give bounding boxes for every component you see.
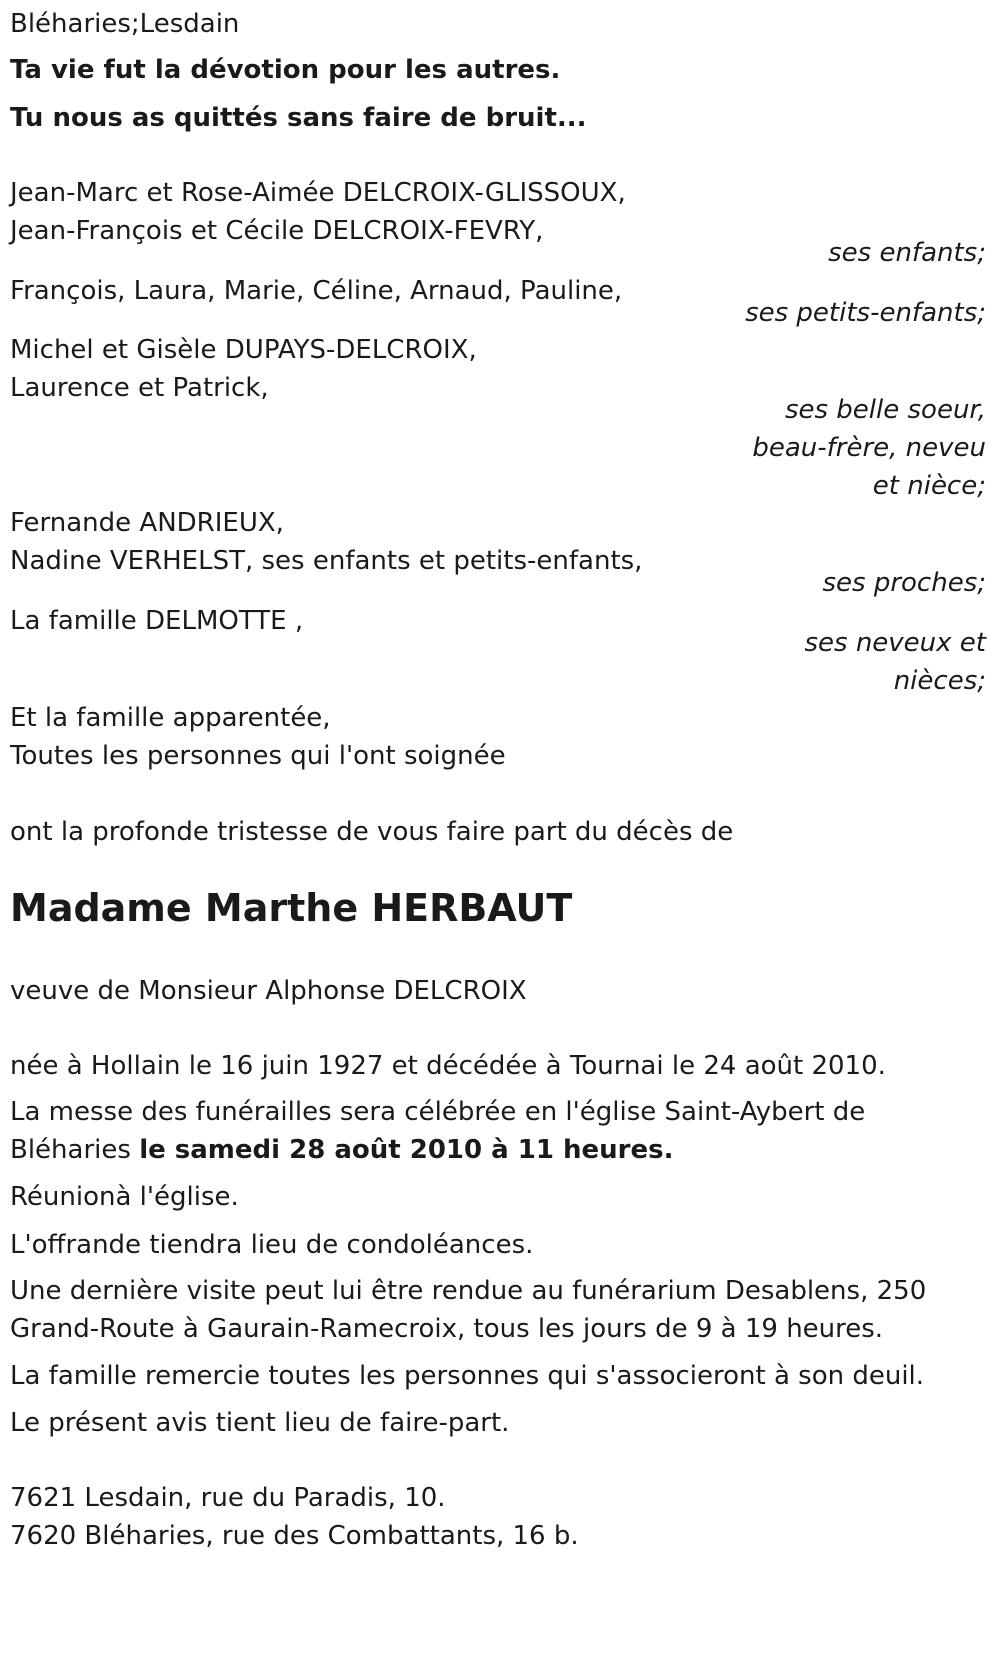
relatives-role: ses proches;	[822, 568, 986, 598]
children-line-1: Jean-Marc et Rose-Aimée DELCROIX-GLISSOUX,	[10, 178, 626, 208]
location-header: Bléharies;Lesdain	[10, 9, 240, 39]
widow-of-line: veuve de Monsieur Alphonse DELCROIX	[10, 976, 527, 1006]
inlaws-role-line-3: et nièce;	[872, 471, 986, 501]
grandchildren-line: François, Laura, Marie, Céline, Arnaud, Pauline,	[10, 276, 623, 306]
extended-line-2: Toutes les personnes qui l'ont soignée	[10, 741, 506, 771]
inlaws-line-2: Laurence et Patrick,	[10, 373, 269, 403]
delmotte-line: La famille DELMOTTE ,	[10, 606, 304, 636]
extended-line-1: Et la famille apparentée,	[10, 703, 331, 733]
visit-line-2: Grand-Route à Gaurain-Ramecroix, tous les jours de 9 à 19 heures.	[10, 1314, 884, 1344]
announcement-intro: ont la profonde tristesse de vous faire part du décès de	[10, 817, 734, 847]
address-lesdain: 7621 Lesdain, rue du Paradis, 10.	[10, 1483, 446, 1513]
address-bleharies: 7620 Bléharies, rue des Combattants, 16 b.	[10, 1521, 579, 1551]
funeral-place: Bléharies	[10, 1135, 140, 1165]
grandchildren-role: ses petits-enfants;	[745, 298, 986, 328]
inlaws-role-line-2: beau-frère, neveu	[752, 433, 986, 463]
delmotte-role-line-2: nièces;	[893, 666, 986, 696]
deceased-name: Madame Marthe HERBAUT	[10, 886, 573, 930]
inlaws-line-1: Michel et Gisèle DUPAYS-DELCROIX,	[10, 335, 477, 365]
quote-line-1: Ta vie fut la dévotion pour les autres.	[10, 55, 561, 85]
notice-line: Le présent avis tient lieu de faire-part.	[10, 1408, 510, 1438]
inlaws-role-line-1: ses belle soeur,	[784, 395, 986, 425]
meeting-line: Réunionà l'église.	[10, 1182, 239, 1212]
delmotte-role-line-1: ses neveux et	[804, 628, 986, 658]
birth-death-line: née à Hollain le 16 juin 1927 et décédée à Tournai le 24 août 2010.	[10, 1051, 886, 1081]
relatives-line-2: Nadine VERHELST, ses enfants et petits-enfants,	[10, 546, 643, 576]
funeral-line-1: La messe des funérailles sera célébrée en l'église Saint-Aybert de	[10, 1097, 866, 1127]
children-line-2: Jean-François et Cécile DELCROIX-FEVRY,	[10, 216, 544, 246]
funeral-line-2	[10, 1130, 673, 1170]
children-role: ses enfants;	[828, 238, 986, 268]
offering-line: L'offrande tiendra lieu de condoléances.	[10, 1230, 534, 1260]
quote-line-2: Tu nous as quittés sans faire de bruit...	[10, 103, 587, 133]
visit-line-1: Une dernière visite peut lui être rendue au funérarium Desablens, 250	[10, 1276, 927, 1306]
thanks-line: La famille remercie toutes les personnes qui s'associeront à son deuil.	[10, 1361, 925, 1391]
relatives-line-1: Fernande ANDRIEUX,	[10, 508, 284, 538]
funeral-date-time: le samedi 28 août 2010 à 11 heures.	[139, 1135, 674, 1165]
